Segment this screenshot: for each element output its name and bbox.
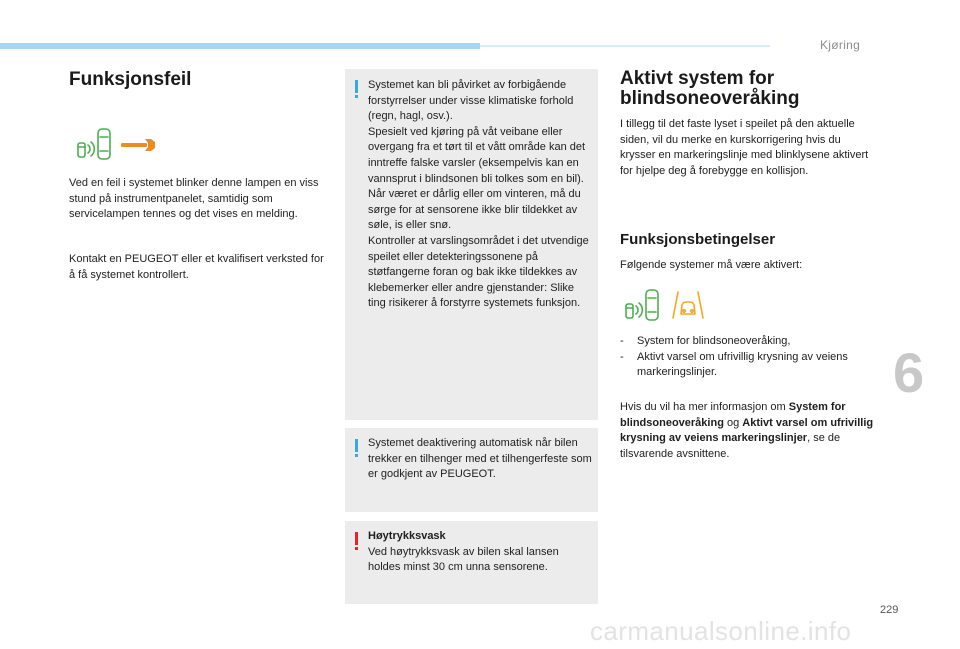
link-blind-spot-monitoring: System for blindsoneoveråking <box>620 401 846 429</box>
chapter-title: Kjøring <box>820 38 861 52</box>
list-item: - Aktivt varsel om ufrivillig krysning av veiens markeringslinjer. <box>620 350 878 381</box>
info-box-weather <box>345 69 598 420</box>
malfunction-paragraph-1: Ved en feil i systemet blinker denne lampen en viss stund på instrumentpanelet, samtidig som servicelampen tennes og det vises en melding. <box>69 177 319 221</box>
link-lane-departure-warning: Aktivt varsel om ufrivillig krysning av veiens markeringslinjer <box>620 416 874 445</box>
page-number: 229 <box>880 604 899 616</box>
malfunction-paragraph-2: Kontakt en PEUGEOT eller et kvalifisert verksted for å få systemet kontrollert. <box>69 253 324 281</box>
info-box-towing-text: Systemet deaktivering automatisk når bilen trekker en tilhenger med et tilhengerfeste som er godkjent av PEUGEOT. <box>368 437 592 481</box>
header-bar <box>0 43 480 49</box>
list-item: - System for blindsoneoveråking, <box>620 334 878 350</box>
info-marker-icon <box>355 80 358 93</box>
warning-marker-icon <box>355 532 358 545</box>
section-title-malfunction: Funksjonsfeil <box>69 69 192 90</box>
warning-box-pressure-wash <box>345 521 598 604</box>
blind-spot-monitoring-icon <box>622 286 664 326</box>
warning-box-title: Høytrykksvask <box>368 530 446 542</box>
conditions-intro: Følgende systemer må være aktivert: <box>620 259 803 271</box>
more-info-paragraph: Hvis du vil ha mer informasjon om System for blindsoneoveråking og Aktivt varsel om ufrivillig krysning av veiens markeringslinjer, se de tilsvarende avsnittene. <box>620 401 874 460</box>
watermark: carmanualsonline.info <box>590 616 852 646</box>
section-title-active-blind-spot: Aktivt system for blindsoneoveråking <box>620 68 800 109</box>
info-box-towing <box>345 428 598 512</box>
info-marker-icon <box>355 439 358 452</box>
info-box-weather-text: Systemet kan bli påvirket av forbigående forstyrrelser under visse klimatiske forhold (regn, hagl, osv.). Spesielt ved kjøring på våt veibane eller overgang fra et tørt til et vått område kan det inntreffe falske varsler (eksempelvis kan en vannsprut i blindsonen bli tolkes som en bil). Når været er dårlig eller om vinteren, må du sørge for at sensorene ikke blir tildekket av søle, is eller snø. Kontroller at varslingsområdet i det utvendige speilet eller detekteringssonene på støtfangerne foran og bak ikke tildekkes av klebemerker eller andre gjenstander: Slike ting risikerer å forstyrre systemets funksjon. <box>368 79 589 310</box>
active-system-intro: I tillegg til det faste lyset i speilet på den aktuelle siden, vil du merke en kurskorrigering hvis du krysser en markeringslinje med blinklysene aktivert for hjelpe deg å forebygge en kollisjon. <box>620 118 869 177</box>
section-title-conditions: Funksjonsbetingelser <box>620 231 776 248</box>
conditions-list <box>620 334 878 381</box>
wrench-icon <box>121 138 155 152</box>
lane-departure-warning-icon <box>670 290 706 320</box>
blind-spot-monitoring-icon <box>74 125 116 165</box>
warning-box-text: Ved høytrykksvask av bilen skal lansen holdes minst 30 cm unna sensorene. <box>368 545 559 574</box>
header-bar-thin <box>480 45 770 47</box>
chapter-number-tab: 6 <box>893 341 925 404</box>
